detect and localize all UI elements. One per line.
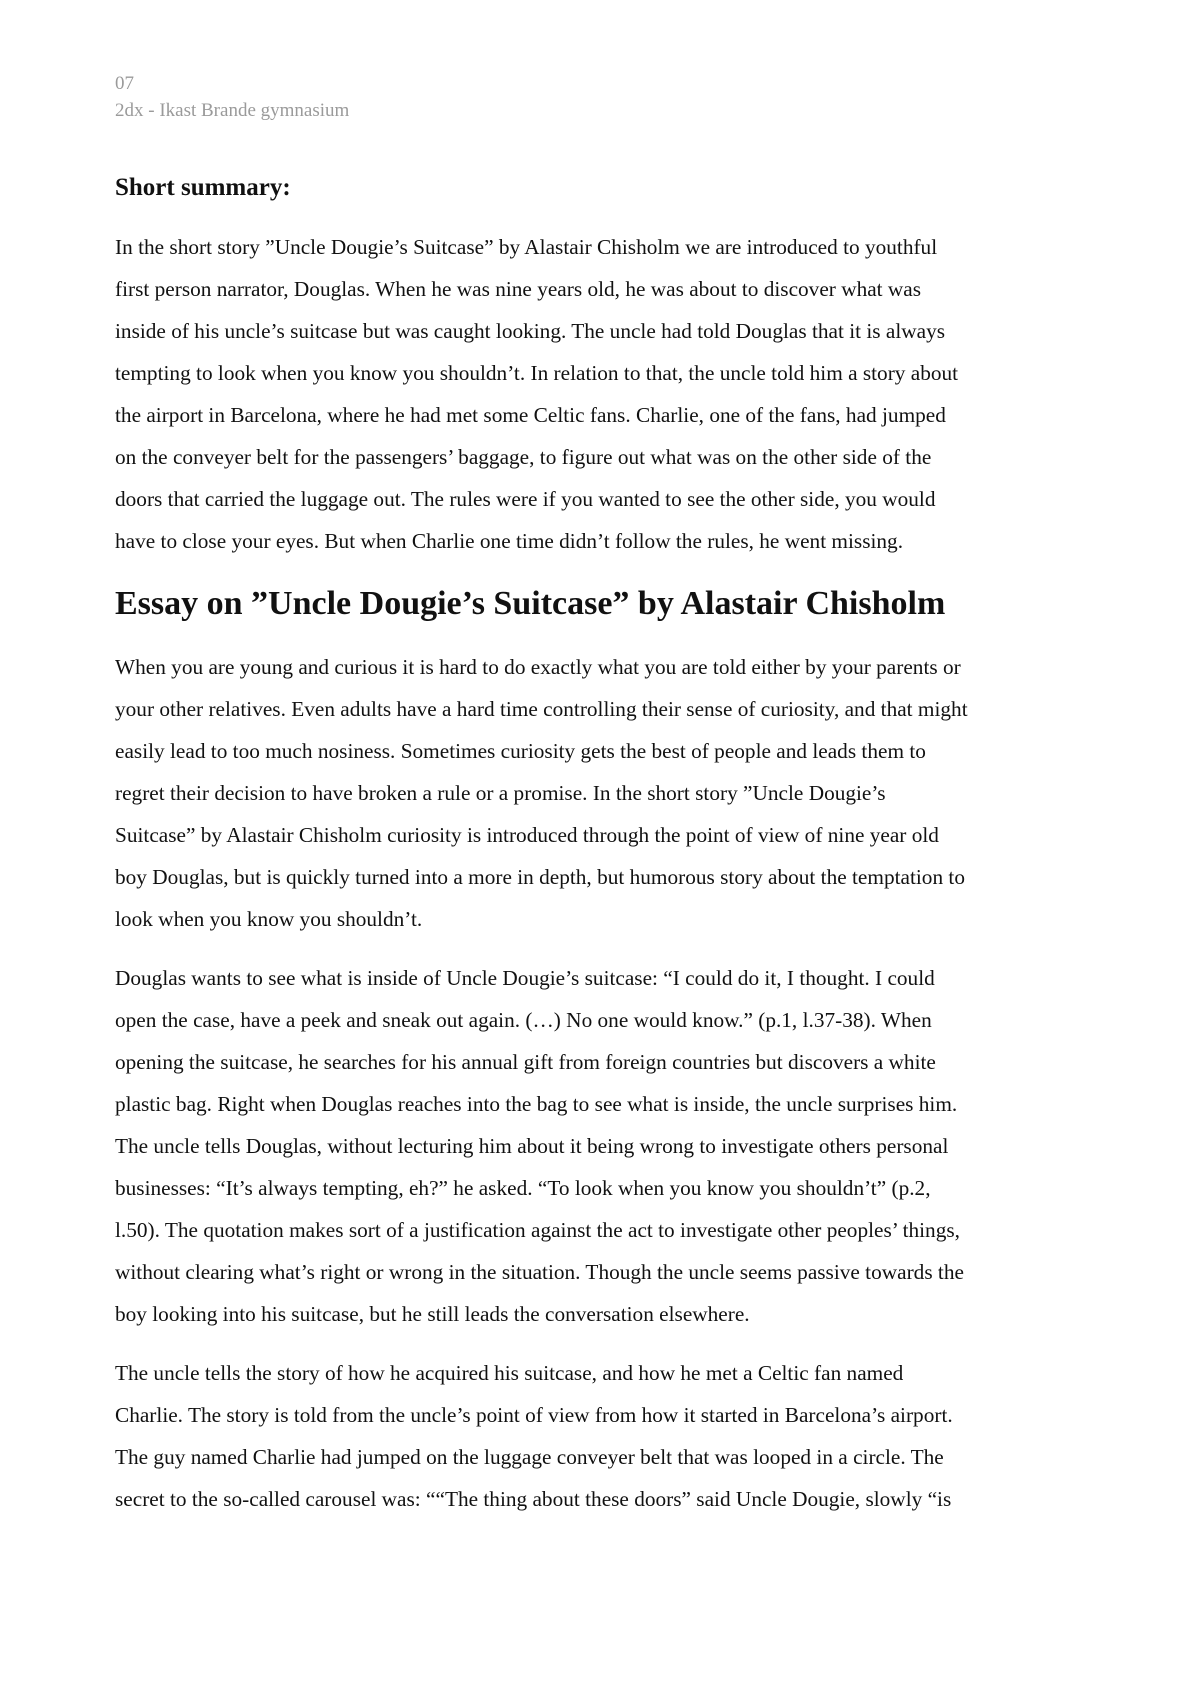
document-body	[115, 172, 1105, 1520]
paragraph-gap	[115, 940, 1105, 957]
text-line: The uncle tells Douglas, without lecturing him about it being wrong to investigate others personal	[115, 1134, 949, 1158]
summary-paragraph	[115, 226, 1105, 562]
text-line: doors that carried the luggage out. The rules were if you wanted to see the other side, you would	[115, 487, 936, 511]
text-line: The guy named Charlie had jumped on the luggage conveyer belt that was looped in a circle. The	[115, 1445, 944, 1469]
text-line: Douglas wants to see what is inside of Uncle Dougie’s suitcase: “I could do it, I thought. I could	[115, 966, 935, 990]
summary-heading: Short summary:	[115, 174, 291, 201]
text-line: opening the suitcase, he searches for his annual gift from foreign countries but discovers a white	[115, 1050, 936, 1074]
text-line: When you are young and curious it is hard to do exactly what you are told either by your parents or	[115, 655, 961, 679]
text-line: l.50). The quotation makes sort of a justification against the act to investigate other peoples’ things,	[115, 1218, 960, 1242]
text-line: first person narrator, Douglas. When he was nine years old, he was about to discover what was	[115, 277, 922, 301]
text-line: on the conveyer belt for the passengers’ baggage, to figure out what was on the other side of the	[115, 445, 932, 469]
essay-paragraph-3	[115, 1352, 1105, 1520]
text-line: inside of his uncle’s suitcase but was caught looking. The uncle had told Douglas that it is always	[115, 319, 946, 343]
text-line: Charlie. The story is told from the uncle’s point of view from how it started in Barcelona’s airport.	[115, 1403, 953, 1427]
school-name: 2dx - Ikast Brande gymnasium	[115, 100, 350, 121]
text-line: open the case, have a peek and sneak out again. (…) No one would know.” (p.1, l.37-38). When	[115, 1008, 932, 1032]
text-line: your other relatives. Even adults have a hard time controlling their sense of curiosity, and that might	[115, 697, 968, 721]
text-line: The uncle tells the story of how he acquired his suitcase, and how he met a Celtic fan named	[115, 1361, 904, 1385]
text-line: secret to the so-called carousel was: ““The thing about these doors” said Uncle Dougie, slowly “is	[115, 1487, 952, 1511]
text-line: Suitcase” by Alastair Chisholm curiosity is introduced through the point of view of nine year old	[115, 823, 939, 847]
text-line: the airport in Barcelona, where he had met some Celtic fans. Charlie, one of the fans, had jumped	[115, 403, 946, 427]
text-line: without clearing what’s right or wrong in the situation. Though the uncle seems passive towards the	[115, 1260, 964, 1284]
text-line: boy Douglas, but is quickly turned into a more in depth, but humorous story about the temptation to	[115, 865, 965, 889]
text-line: tempting to look when you know you shouldn’t. In relation to that, the uncle told him a story about	[115, 361, 959, 385]
text-line: businesses: “It’s always tempting, eh?” he asked. “To look when you know you shouldn’t” (p.2,	[115, 1176, 931, 1200]
text-line: regret their decision to have broken a rule or a promise. In the short story ”Uncle Dougie’s	[115, 781, 886, 805]
text-line: plastic bag. Right when Douglas reaches into the bag to see what is inside, the uncle surprises him.	[115, 1092, 958, 1116]
essay-title: Essay on ”Uncle Dougie’s Suitcase” by Alastair Chisholm	[115, 585, 946, 622]
text-line: have to close your eyes. But when Charlie one time didn’t follow the rules, he went missing.	[115, 529, 904, 553]
text-line: boy looking into his suitcase, but he still leads the conversation elsewhere.	[115, 1302, 750, 1326]
paragraph-gap	[115, 1335, 1105, 1352]
essay-paragraph-1	[115, 646, 1105, 940]
text-line: easily lead to too much nosiness. Sometimes curiosity gets the best of people and leads them to	[115, 739, 926, 763]
essay-paragraph-2	[115, 957, 1105, 1335]
text-line: In the short story ”Uncle Dougie’s Suitcase” by Alastair Chisholm we are introduced to youthful	[115, 235, 938, 259]
text-line: look when you know you shouldn’t.	[115, 907, 423, 931]
page-header	[115, 70, 349, 124]
page-number: 07	[115, 73, 134, 94]
